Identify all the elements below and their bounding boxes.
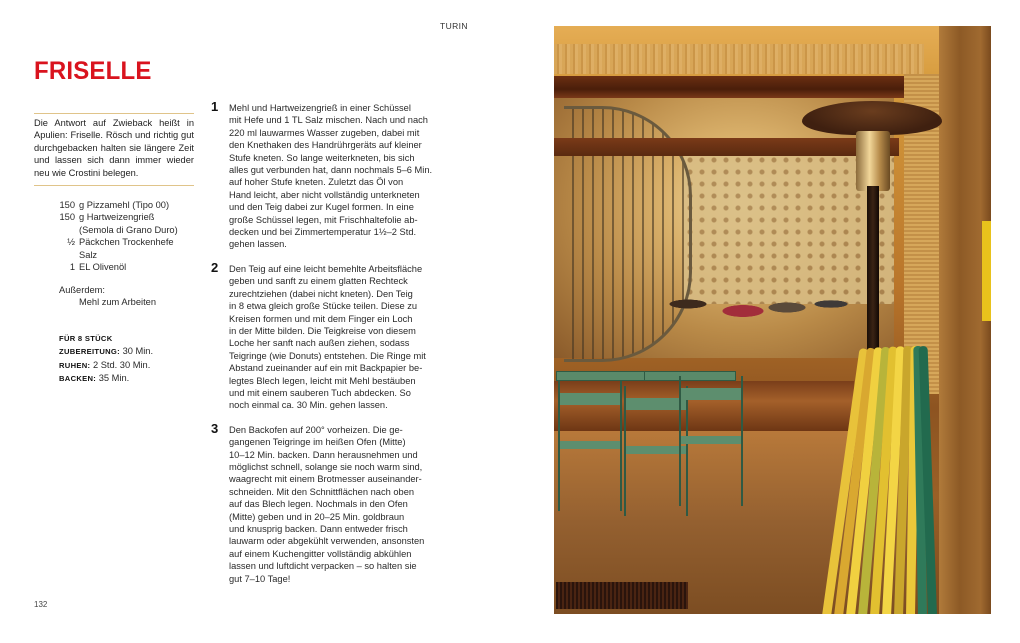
step-line: decken und bei Zimmertemperatur 1½–2 Std.	[229, 227, 417, 238]
step-text	[229, 424, 443, 585]
ingredient-item	[50, 199, 210, 211]
photo-table	[556, 371, 653, 381]
step-line: und den Teig dabei zur Kugel formen. In eine	[229, 202, 414, 213]
rest-time	[59, 359, 153, 372]
cafe-photo	[554, 26, 991, 614]
step-line: Kreisen formen und mit dem Finger ein Loch	[229, 313, 413, 324]
step-line: gangenen Teigringe im heißen Ofen (Mitte)	[229, 437, 406, 448]
step-line: Mehl und Hartweizengrieß in einer Schüssel	[229, 103, 411, 113]
step-line: auf einem Kuchengitter vollständig abkühlen	[229, 548, 412, 559]
ingredient-quantity: 1	[69, 262, 75, 273]
step-line: in der Mitte bilden. Die Teigkreise von diesem	[229, 325, 416, 336]
step-number: 2	[211, 259, 219, 275]
step-line: und mit einem sauberen Tuch abdecken. So	[229, 387, 411, 398]
ingredient-text: (Semola di Grano Duro)	[79, 224, 178, 235]
recipe-meta	[59, 333, 153, 386]
extras-heading: Außerdem:	[59, 285, 105, 295]
photo-heater-body	[856, 131, 890, 191]
ingredient-item	[50, 236, 210, 248]
step-line: zurechtziehen (dabei nicht kneten). Den Teig	[229, 288, 413, 299]
step-line: auf hoher Stufe kneten. Zuletzt das Öl von	[229, 177, 404, 188]
step-line: Abstand zueinander auf ein mit Backpapier be-	[229, 363, 423, 374]
servings: FÜR 8 STÜCK	[59, 334, 113, 343]
step-text	[229, 102, 443, 251]
step-line: lauwarm oder abgekühlt verwenden, ansonsten	[229, 536, 425, 547]
recipe-step-1	[211, 99, 443, 251]
step-line: möglichst schnell, solange sie noch warm sind,	[229, 461, 423, 472]
step-line: 10–12 Min. backen. Dann herausnehmen und	[229, 449, 418, 460]
step-line: den Knethaken des Handrührgeräts auf kleiner	[229, 140, 422, 151]
photo-green-chair	[558, 381, 622, 511]
step-line: legtes Blech legen, leicht mit Mehl bestäuben	[229, 375, 416, 386]
step-line: waagrecht mit einem Brotmesser auseinander-	[229, 474, 422, 485]
running-head: TURIN	[440, 21, 468, 31]
step-line: noch einmal ca. 30 Min. gehen lassen.	[229, 400, 388, 411]
step-line: und knusprig backen. Dann entweder frisch	[229, 524, 408, 534]
step-line: Loche her sanft nach außen ziehen, sodass	[229, 338, 410, 349]
ingredients-list	[50, 199, 210, 273]
prep-time-label: ZUBEREITUNG:	[59, 347, 120, 357]
step-line: Teigringe (wie Donuts) entstehen. Die Ringe mit	[229, 350, 426, 361]
photo-window-transom	[554, 138, 899, 156]
recipe-intro: Die Antwort auf Zwieback heißt in Apulien: Friselle. Rösch und richtig gut durchgebacken halten sie längere Zeit und lassen sich dann immer wieder neu wie Crostini belegen.	[34, 113, 194, 186]
recipe-title: FRISELLE	[34, 57, 152, 85]
step-line: Stufe kneten. So lange weiterkneten, bis sich	[229, 152, 415, 163]
step-line: in 8 etwa gleich große Stücke teilen. Diese zu	[229, 301, 418, 312]
extra-ingredients	[59, 284, 156, 309]
rest-time-label: RUHEN:	[59, 360, 91, 370]
step-line: gut 7–10 Tage!	[229, 573, 291, 584]
step-number: 1	[211, 99, 219, 114]
ingredient-text: Päckchen Trockenhefe	[79, 237, 174, 248]
step-line: Hand leicht, aber nicht vollständig unterkneten	[229, 189, 420, 200]
ingredient-continuation	[50, 224, 210, 236]
step-text	[229, 263, 443, 412]
page-number: 132	[34, 600, 48, 609]
bake-time-value: 35 Min.	[98, 373, 130, 384]
step-line: gehen lassen.	[229, 239, 287, 250]
ingredient-quantity: 150	[59, 212, 75, 223]
step-line: auf das Blech legen. Nochmals in den Ofen	[229, 499, 408, 510]
recipe-step-3	[211, 420, 443, 585]
step-line: 220 ml lauwarmes Wasser zugeben, dabei mit	[229, 127, 420, 138]
step-line: große Schüssel legen, mit Frischhaltefolie ab-	[229, 214, 418, 225]
extra-item: Mehl zum Arbeiten	[79, 297, 156, 308]
ingredient-text: Salz	[79, 249, 98, 260]
rest-time-value: 2 Std. 30 Min.	[92, 359, 151, 370]
ingredient-quantity: 150	[59, 200, 75, 210]
ingredient-text: EL Olivenöl	[79, 262, 127, 273]
photo-window-frame	[554, 76, 904, 98]
photo-yellow-sign	[982, 221, 991, 321]
ingredient-quantity	[50, 249, 79, 261]
prep-time	[59, 345, 153, 358]
recipe-steps	[211, 99, 443, 597]
step-line: Den Backofen auf 200° vorheizen. Die ge-	[229, 424, 403, 435]
recipe-step-2	[211, 259, 443, 412]
photo-heater-hood	[802, 101, 942, 135]
ingredient-text: g Hartweizengrieß	[79, 212, 155, 223]
photo-floor-grate	[556, 582, 688, 609]
step-line: mit Hefe und 1 TL Salz mischen. Nach und nach	[229, 115, 428, 126]
step-number: 3	[211, 420, 219, 436]
photo-stone-lintel	[554, 44, 924, 74]
ingredient-text: g Pizzamehl (Tipo 00)	[79, 200, 170, 210]
photo-diners	[644, 276, 864, 346]
step-line: alles gut verbunden hat, dann nochmals 5–6 Min.	[229, 165, 433, 176]
step-line: schneiden. Mit den Schnittflächen nach oben	[229, 486, 415, 497]
bake-time	[59, 372, 153, 385]
photo-green-chair	[679, 376, 743, 506]
step-line: lassen und luftdicht verpacken – so halten sie	[229, 561, 417, 572]
step-line: Den Teig auf eine leicht bemehlte Arbeitsfläche	[229, 263, 423, 274]
bake-time-label: BACKEN:	[59, 374, 97, 384]
step-line: geben und sanft zu einem glatten Rechteck	[229, 276, 408, 287]
step-line: (Mitte) geben und in 20–25 Min. goldbraun	[229, 511, 405, 522]
prep-time-value: 30 Min.	[122, 346, 154, 357]
ingredient-quantity: ½	[67, 237, 75, 248]
ingredient-item	[50, 261, 210, 273]
ingredient-item	[50, 211, 210, 223]
ingredient-item	[50, 249, 210, 261]
